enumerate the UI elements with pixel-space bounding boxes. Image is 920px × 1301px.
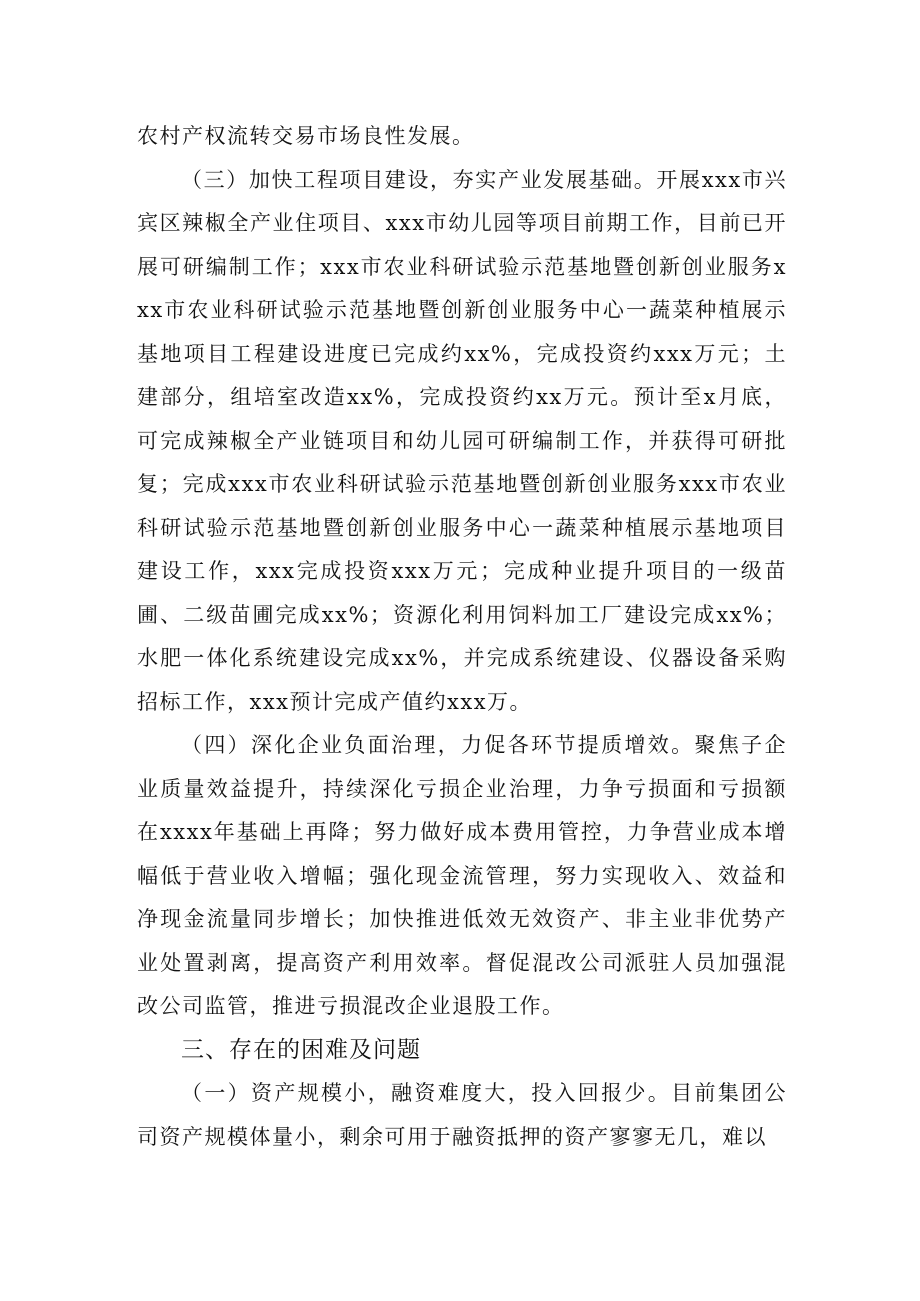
paragraph-continuation: 农村产权流转交易市场良性发展。	[137, 124, 475, 148]
paragraph-asset-scale: （一）资产规模小，融资难度大，投入回报少。目前集团公司资产规模体量小，剩余可用于融资抵押的资产寥寥无几，难以	[137, 1081, 787, 1149]
document-body	[137, 115, 787, 1159]
paragraph-enterprise-governance: （四）深化企业负面治理，力促各环节提质增效。聚焦子企业质量效益提升，持续深化亏损企业治理，力争亏损面和亏损额在xxxx年基础上再降；努力做好成本费用管控，力争营业成本增幅低于营业收入增幅；强化现金流管理，努力实现收入、效益和净现金流量同步增长；加快推进低效无效资产、非主业非优势产业处置剥离，提高资产利用效率。督促混改公司派驻人员加强混改公司监管，推进亏损混改企业退股工作。	[137, 733, 787, 1018]
paragraph-project-construction: （三）加快工程项目建设，夯实产业发展基础。开展xxx市兴宾区辣椒全产业住项目、xxx市幼儿园等项目前期工作，目前已开展可研编制工作；xxx市农业科研试验示范基地暨创新创业服务xxx市农业科研试验示范基地暨创新创业服务中心一蔬菜种植展示基地项目工程建设进度已完成约xx%，完成投资约xxx万元；土建部分，组培室改造xx%，完成投资约xx万元。预计至x月底，可完成辣椒全产业链项目和幼儿园可研编制工作，并获得可研批复；完成xxx市农业科研试验示范基地暨创新创业服务xxx市农业科研试验示范基地暨创新创业服务中心一蔬菜种植展示基地项目建设工作，xxx完成投资xxx万元；完成种业提升项目的一级苗圃、二级苗圃完成xx%；资源化利用饲料加工厂建设完成xx%；水肥一体化系统建设完成xx%，并完成系统建设、仪器设备采购招标工作，xxx预计完成产值约xxx万。	[137, 167, 787, 714]
section-heading-difficulties: 三、存在的困难及问题	[181, 1036, 421, 1063]
